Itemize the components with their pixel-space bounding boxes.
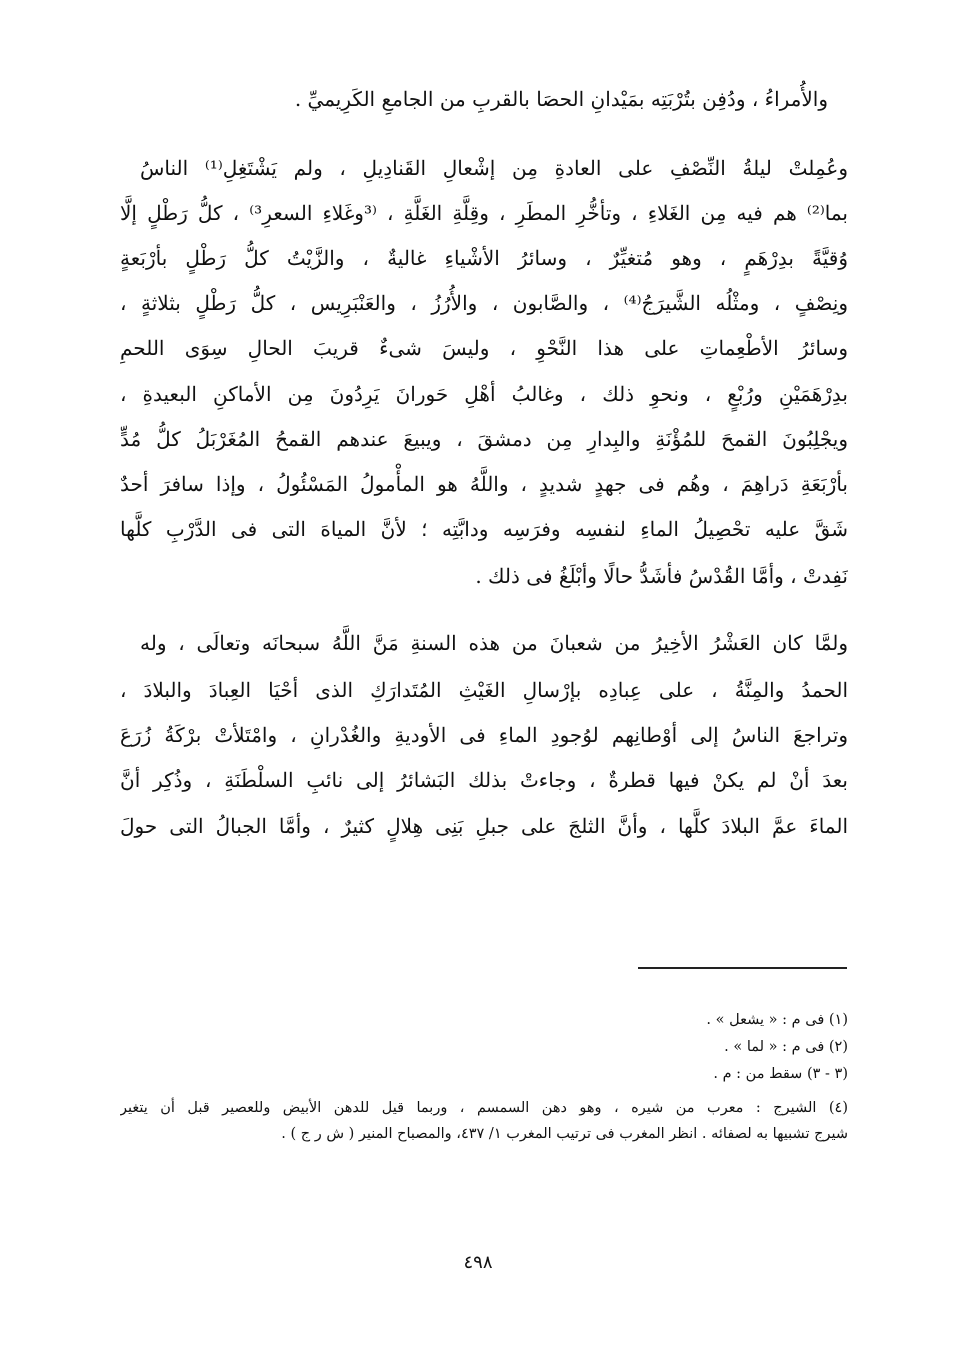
footnote-4: (٤) الشيرج : معرب من شيره ، وهو دهن السمسم ، وربما قيل للدهن الأبيض وللعصير قبل أن يتغير	[120, 1100, 848, 1116]
text-line: الماءَ عمَّ البلادَ كلَّها ، وأنَّ الثلجَ على جبلِ بَنِى هِلالٍ كثيرٌ ، وأمَّا الجبالُ التى حولَ	[120, 814, 848, 838]
page-number: ٤٩٨	[463, 1252, 493, 1273]
text-line: شَقَّ عليه تحْصِيلُ الماءِ لنفسِه وفرَسِه ودابَّتِه ؛ لأنَّ المياهَ التى فى الدَّرْبِ كلَّها	[120, 517, 848, 541]
text-line: ويجْلِبُونَ القمحَ للمُؤْنَةِ والبِدارِ مِن دمشقَ ، ويبيعَ عندهم القمحُ المُغَرْبَلُ كلُّ مُدٍّ	[120, 427, 848, 451]
footnote-3: (٣ - ٣) سقط من : م .	[713, 1066, 848, 1082]
text-line: ونِصْفٍ ، ومثْلُه الشَّيرَجُ⁽⁴⁾ ، والصَّابون ، والأُرُزُ ، والعَنْبَرِيس ، كلُّ رَطْلٍ بثلاثةٍ ،	[120, 291, 848, 315]
footnote-2: (٢) فى م : « لما » .	[724, 1039, 848, 1055]
text-line: بدِرْهَمَيْنِ ورُبْعٍ ، ونحوِ ذلك ، وغالبُ أهْلِ حَورانَ يَرِدُونَ مِن الأماكنِ البعيدةِ ،	[120, 382, 848, 406]
footnote-separator	[638, 967, 847, 969]
text-line: نَفِدتْ ، وأمَّا القُدْسُ فأشَدُّ حالًا وأبْلَغُ فى ذلك .	[475, 564, 848, 588]
text-line: وعُمِلتْ ليلةُ النِّصْفِ على العادةِ مِن إشْعالِ القَنادِيلِ ، ولم يَشْتَغِلِ⁽¹⁾ الناسُ	[140, 156, 848, 180]
text-line: بأرْبَعَةِ دَراهِمَ ، وهُم فى جهدٍ شديدٍ ، واللَّهُ هو المأْمولُ المَسْئُولُ ، وإذا سافرَ أحدٌ	[120, 472, 848, 496]
text-line: وُقيَّةً بدِرْهَمٍ ، وهو مُتغيِّرٌ ، وسائرُ الأشْياءِ غاليةٌ ، والزَّيْتُ كلُّ رَطْلٍ بأرْبَعةٍ	[120, 246, 848, 270]
text-line: ولمَّا كان العَشْرُ الأخِيرُ من شعبانَ من هذه السنةِ مَنَّ اللَّهُ سبحانَه وتعالَى ، وله	[140, 631, 848, 655]
text-line: وتراجعَ الناسُ إلى أوْطانِهم لوُجودِ الماءِ فى الأوديةِ والغُدْرانِ ، وامْتَلأتْ برْكَةُ زُرَعَ	[120, 723, 848, 747]
text-line: الحمدُ والمِنَّةُ ، على عِبادِه بإرْسالِ الغَيْثِ المُتَدارَكِ الذى أحْيَا العِبادَ والبلادَ ،	[120, 678, 848, 702]
text-line: والأُمراءُ ، ودُفِن بتُرْبَتِه بمَيْدانِ الحصَا بالقربِ من الجامعِ الكَرِيميِّ .	[294, 87, 828, 111]
footnote-1: (١) فى م : « يشعل » .	[706, 1012, 848, 1028]
text-line: بما⁽²⁾ هم فيه مِن الغَلاءِ ، وتأخُّرِ المطَرِ ، وقِلَّةِ الغَلَّةِ ، ⁽³وغَلاءِ السعرِ³⁾ ، كلُّ رَطْلٍ إلَّا	[120, 201, 848, 225]
footnote-4-continued: شيرج تشبيها به لصفائه . انظر المغرب فى ترتيب المغرب ١/ ٤٣٧، والمصباح المنير ( ش ر ج ) .	[281, 1126, 848, 1142]
text-line: بعدَ أنْ لم يكنْ فيها قطرةٌ ، وجاءتْ بذلك البَشائرُ إلى نائبِ السلْطَنَةِ ، وذُكِر أنَّ	[120, 768, 848, 792]
text-line: وسائرُ الأطْعِماتِ على هذا النَّحْوِ ، وليسَ شىءٌ قريبَ الحالِ سِوَى اللحمِ	[120, 336, 848, 360]
